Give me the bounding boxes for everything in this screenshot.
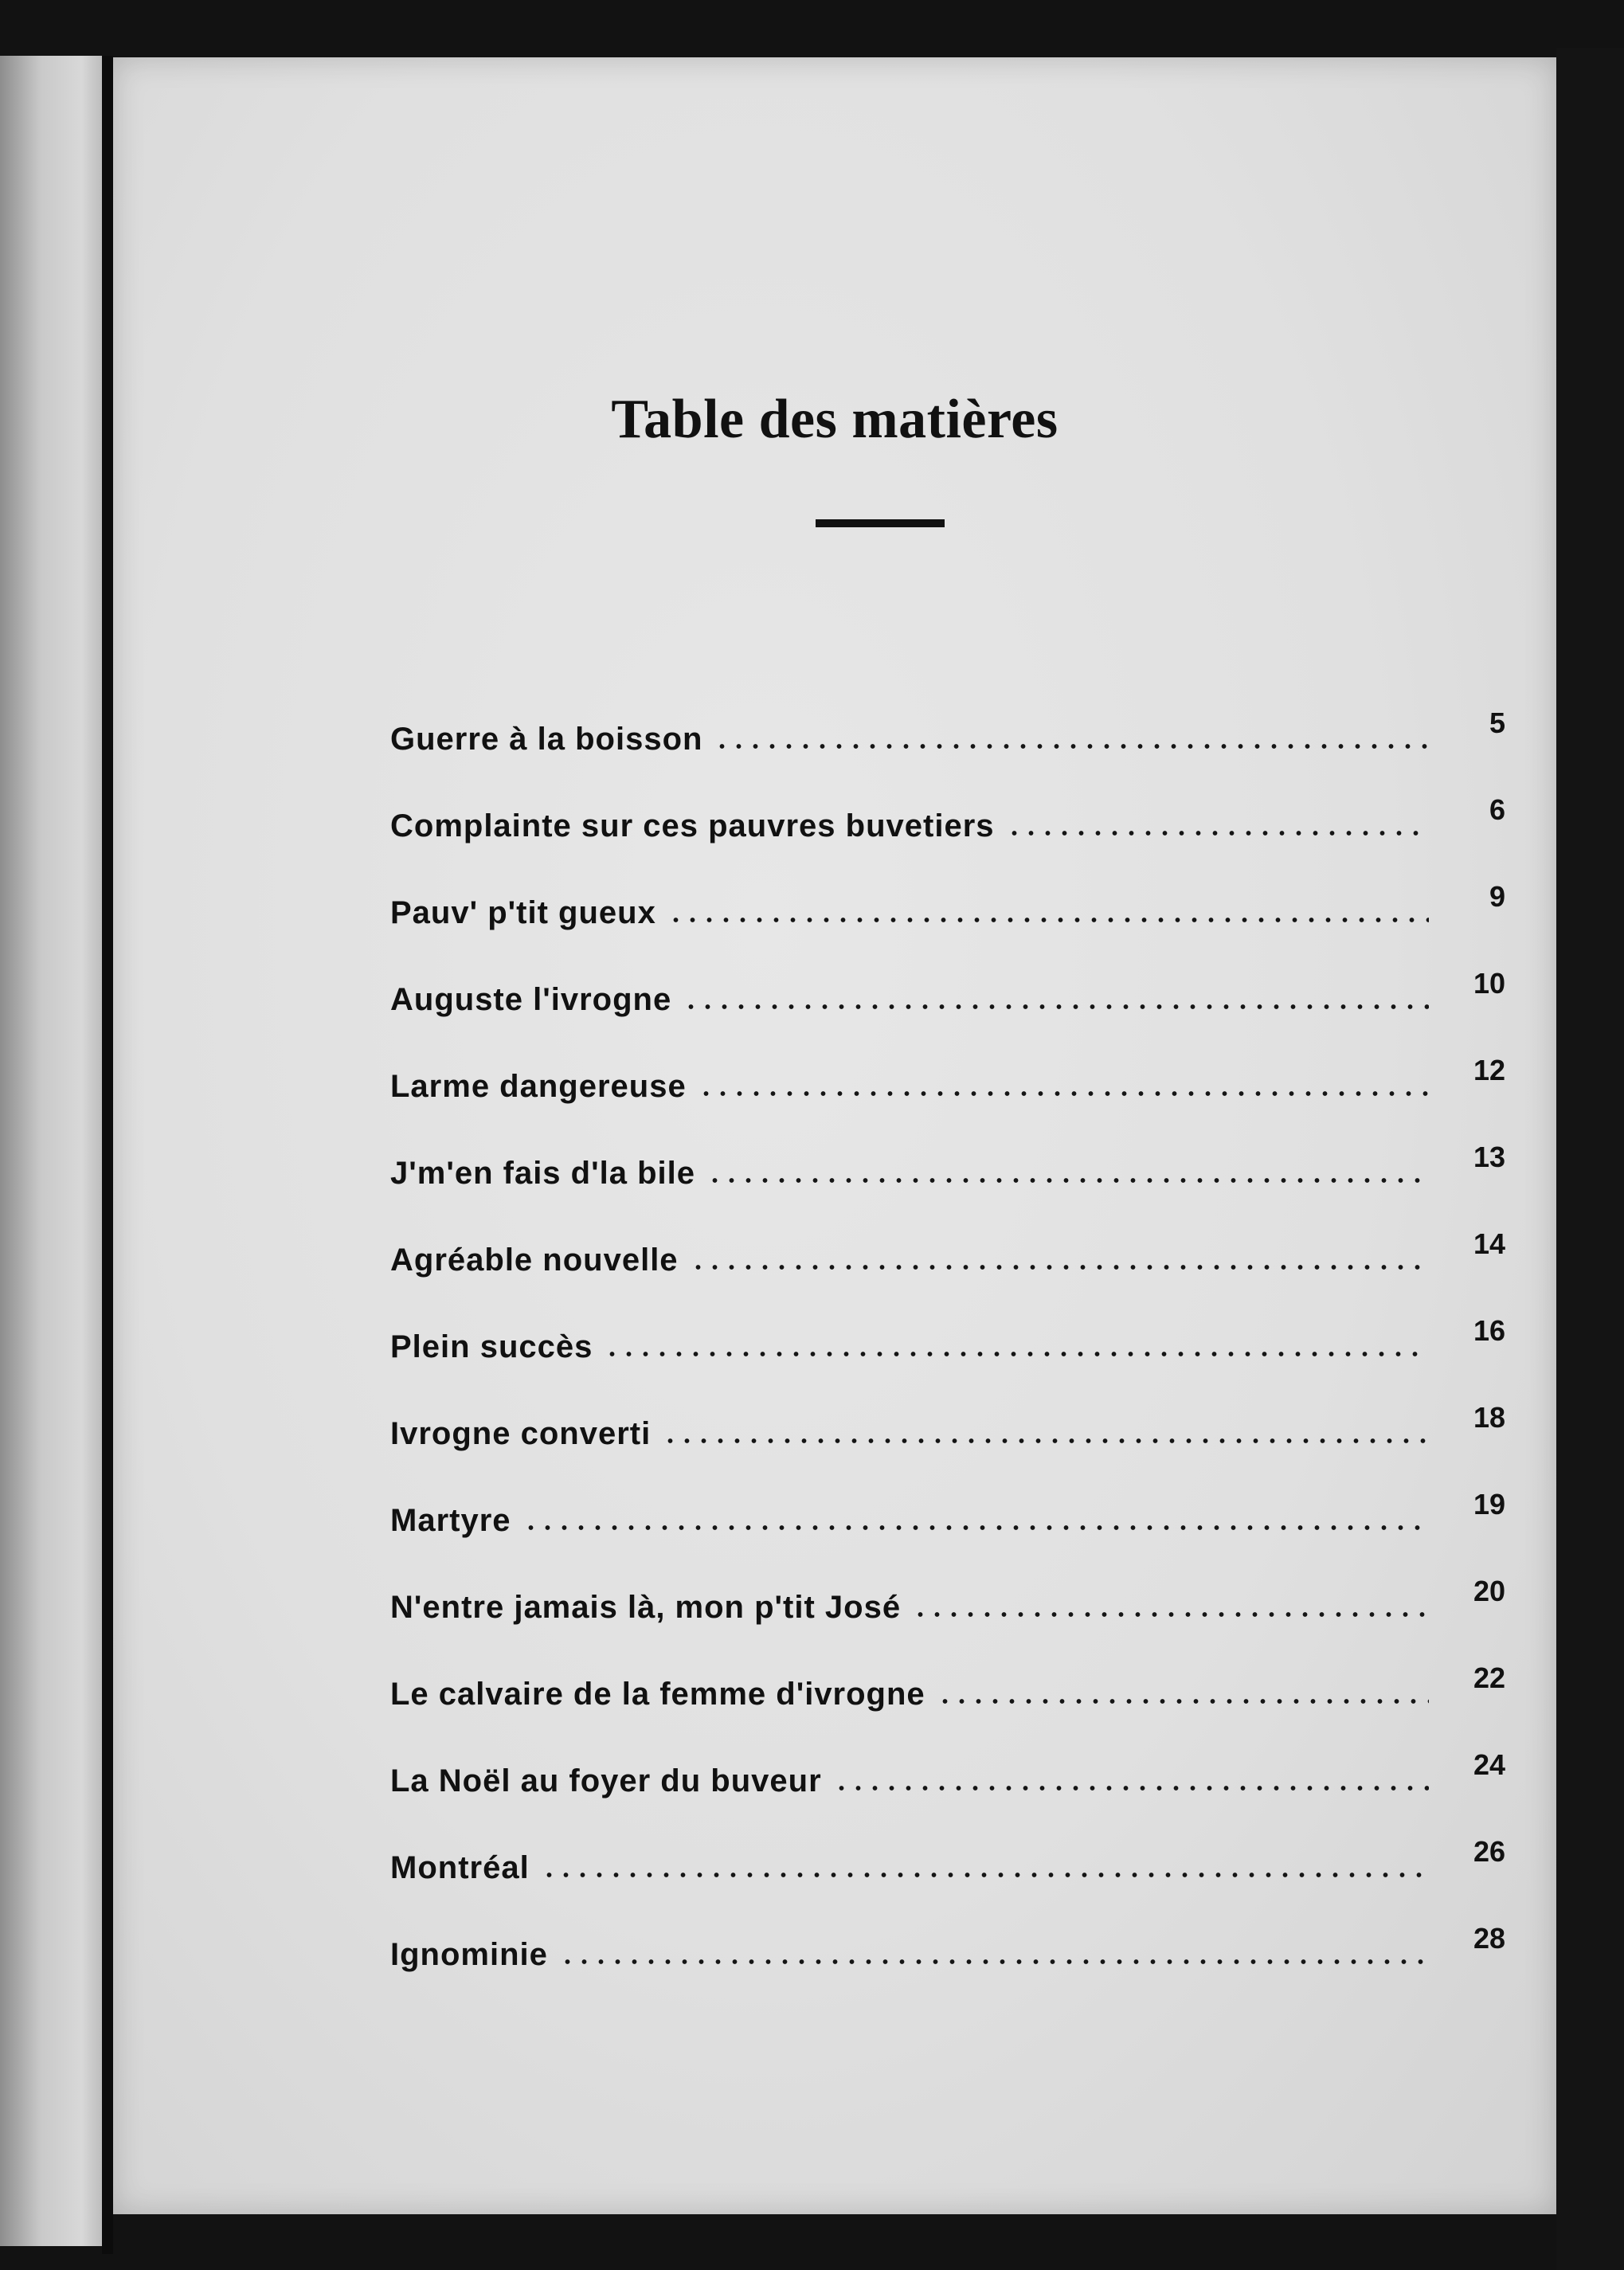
toc-entry-page: 24 [1473,1748,1505,1781]
toc-entry [390,1365,1505,1452]
document-page [113,57,1556,2214]
toc-entry-title: Ivrogne converti [390,1416,652,1451]
toc-entry [390,931,1505,1018]
dot-leader [714,719,1429,751]
toc-entry [390,1626,1505,1712]
toc-entry [390,1192,1505,1278]
toc-entry-title: Martyre [390,1503,511,1538]
toc-entry [390,1712,1505,1799]
dot-leader [541,1848,1429,1880]
dot-leader [937,1674,1429,1706]
toc-entry-page: 9 [1489,880,1505,913]
title-divider [816,519,945,527]
toc-entry-page: 6 [1489,793,1505,826]
toc-entry-title: Plein succès [390,1329,593,1364]
toc-entry-title: Ignominie [390,1937,548,1972]
toc-entry [390,757,1505,844]
toc-entry [390,1018,1505,1105]
toc-entry-page: 28 [1473,1922,1505,1955]
toc-entry-page: 16 [1473,1314,1505,1347]
dot-leader [690,1240,1429,1272]
toc-entry-title: J'm'en fais d'la bile [390,1156,695,1191]
toc-entry-title: Auguste l'ivrogne [390,982,672,1017]
toc-entry-title: Complainte sur ces pauvres buvetiers [390,808,995,843]
toc-entry-title: Montréal [390,1850,530,1885]
dot-leader [604,1327,1429,1359]
table-of-contents [390,671,1505,1973]
dot-leader [833,1761,1429,1793]
toc-entry-title: Le calvaire de la femme d'ivrogne [390,1677,925,1712]
toc-entry-page: 19 [1473,1488,1505,1521]
toc-entry-title: La Noël au foyer du buveur [390,1763,822,1798]
toc-entry-page: 20 [1473,1575,1505,1607]
toc-entry [390,671,1505,757]
dot-leader [1006,806,1430,838]
scan-background [1556,48,1624,2270]
toc-entry-page: 14 [1473,1227,1505,1260]
dot-leader [683,980,1429,1012]
toc-entry-page: 12 [1473,1054,1505,1086]
toc-entry [390,1452,1505,1539]
dot-leader [559,1935,1429,1967]
dot-leader [698,1067,1429,1098]
dot-leader [662,1414,1429,1446]
toc-entry [390,844,1505,931]
page-title: Table des matières [611,389,1059,450]
dot-leader [667,893,1429,925]
toc-entry [390,1799,1505,1886]
toc-entry-page: 10 [1473,967,1505,1000]
toc-entry-title: Agréable nouvelle [390,1243,679,1278]
book-gutter [102,56,113,2254]
toc-entry-page: 22 [1473,1661,1505,1694]
toc-entry-title: N'entre jamais là, mon p'tit José [390,1590,902,1625]
toc-entry-page: 26 [1473,1835,1505,1868]
dot-leader [522,1501,1429,1532]
toc-entry-page: 18 [1473,1401,1505,1434]
toc-entry [390,1539,1505,1626]
dot-leader [912,1587,1429,1619]
toc-entry [390,1278,1505,1365]
toc-entry-page: 5 [1489,706,1505,739]
toc-entry [390,1105,1505,1192]
previous-page-edge [0,56,102,2246]
toc-entry-title: Pauv' p'tit gueux [390,895,656,930]
toc-entry-title: Guerre à la boisson [390,722,703,757]
dot-leader [706,1153,1429,1185]
toc-entry-title: Larme dangereuse [390,1069,687,1104]
toc-entry-page: 13 [1473,1141,1505,1173]
toc-entry [390,1886,1505,1973]
